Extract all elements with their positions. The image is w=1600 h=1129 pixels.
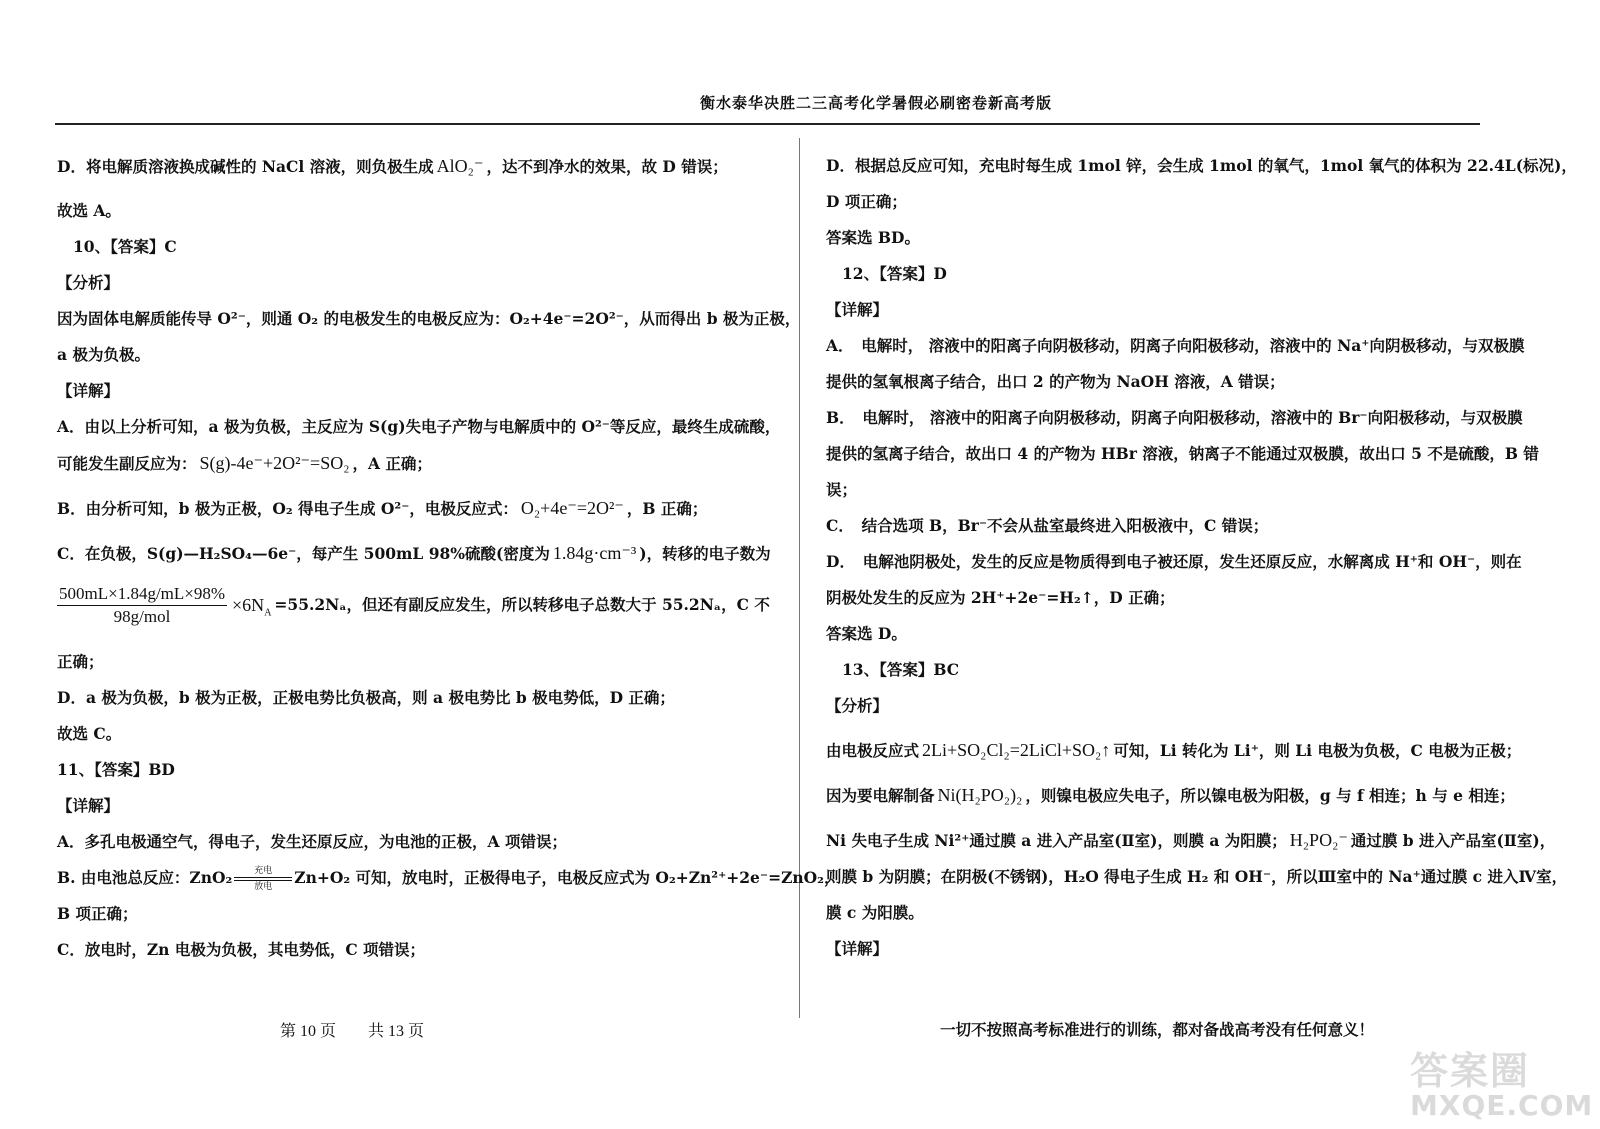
text-line: a 极为负极。 [57,345,150,364]
section-label-fenxi: 【分析】 [57,273,120,292]
text-line: 可能发生副反应为： S(g)-4e⁻+2O²⁻=SO₂ ，A 正确； [57,453,432,473]
text-line: 提供的氢离子结合，故出口 4 的产物为 HBr 溶液，钠离子不能通过双极膜，故出口 5 不是硫酸，B 错 [826,444,1539,463]
text-line: A．由以上分析可知，a 极为负极，主反应为 S(g)失电子产物与电解质中的 O²⁻等反应，最终生成硫酸， [57,417,781,436]
text-line: D． 电解池阴极处，发生的反应是物质得到电子被还原，发生还原反应，水解离成 H⁺和 OH⁻，则在 [826,552,1522,571]
text-line: D．a 极为负极，b 极为正极，正极电势比负极高，则 a 极电势比 b 极电势低，D 正确； [57,688,675,707]
section-label-xiangjie: 【详解】 [57,381,120,400]
q12-answer-heading: 12、【答案】D [842,264,947,283]
text-line: 答案选 BD。 [826,228,920,247]
document-header-title: 衡水泰华决胜二三高考化学暑假必刷密卷新高考版 [700,94,1053,112]
text-line: C．放电时，Zn 电极为负极，其电势低，C 项错误； [57,940,426,959]
q10-answer-heading: 10、【答案】C [73,237,177,256]
text-line: A． 电解时， 溶液中的阳离子向阴极移动，阴离子向阳极移动，溶液中的 Na⁺向阴极移动，与双极膜 [826,336,1525,355]
fraction [57,583,227,628]
text-line: C．在负极，S(g)—H₂SO₄—6e⁻，每产生 500mL 98%硫酸(密度为 1.84g·cm⁻³ )，转移的电子数为 [57,543,771,563]
text-line: 误； [826,480,858,499]
formula: $\times 6N_A$ [232,595,272,619]
watermark-logo-text: 答案圈 [1410,1049,1531,1093]
fraction-line: $\frac{500mL\times 1.84g/mL\times 98\%}{\text{98g/mol}}$ $\times 6N_A$ =55.2Nₐ，但还有副反应发生，所以转移电子总数大于 55.2Nₐ，C 不 [59,583,770,626]
q13-answer-heading: 13、【答案】BC [842,660,960,679]
page-number: 第 10 页 共 13 页 [280,1023,425,1040]
fraction-denominator: 98g/mol [113,606,171,626]
formula: 1.84g·cm⁻³ [552,543,637,563]
formula: Ni(H₂PO₂)₂ [937,785,1023,805]
left-column [57,148,840,968]
text-line: 提供的氢氧根离子结合，出口 2 的产物为 NaOH 溶液，A 错误； [826,372,1285,391]
watermark-logo [1410,1040,1594,1122]
fraction-numerator: 500mL×1.84g/mL×98% [57,583,227,606]
text-line: 则膜 b 为阴膜；在阴极(不锈钢)，H₂O 得电子生成 H₂ 和 OH⁻，所以Ⅲ室中的 Na⁺通过膜 c 进入Ⅳ室， [826,867,1568,886]
text-line: 正确； [57,652,104,671]
q11-answer-heading: 11、【答案】BD [57,760,175,779]
section-label-xiangjie: 【详解】 [826,300,889,319]
text-line: B． 电解时， 溶液中的阳离子向阴极移动，阴离子向阳极移动，溶液中的 Br⁻向阳极移动，与双极膜 [826,408,1523,427]
formula: 2Li+SO₂Cl₂=2LiCl+SO₂↑ [922,740,1111,760]
formula: H₂PO₂⁻ [1289,830,1348,850]
text-line: B 项正确； [57,904,138,923]
text-line: D．根据总反应可知，充电时每生成 1mol 锌，会生成 1mol 的氧气，1mol 氧气的体积为 22.4L(标况)， [826,156,1577,175]
section-label-xiangjie: 【详解】 [57,796,120,815]
formula: O₂+4e⁻=2O²⁻ [520,498,624,518]
text-line: 因为固体电解质能传导 O²⁻，则通 O₂ 的电极发生的电极反应为：O₂+4e⁻=2O²⁻，从而得出 b 极为正极， [57,309,801,328]
text-line: B．由分析可知，b 极为正极，O₂ 得电子生成 O²⁻，电极反应式： O₂+4e⁻=2O²⁻ ，B 正确； [57,498,708,518]
text-line: 由电极反应式 2Li+SO₂Cl₂=2LiCl+SO₂↑ 可知，Li 转化为 Li⁺，则 Li 电极为负极，C 电极为正极； [826,740,1522,760]
text-line: 阴极处发生的反应为 2H⁺+2e⁻=H₂↑，D 正确； [826,588,1175,607]
text-line: 故选 C。 [57,724,122,743]
text-line: Ni 失电子生成 Ni²⁺通过膜 a 进入产品室(Ⅱ室)，则膜 a 为阳膜； H₂PO₂⁻ 通过膜 b 进入产品室(Ⅱ室)， [826,830,1556,850]
text-line: C． 结合选项 B，Br⁻不会从盐室最终进入阳极液中，C 错误； [826,516,1269,535]
footer-slogan: 一切不按照高考标准进行的训练，都对备战高考没有任何意义！ [940,1020,1375,1039]
text-line: 答案选 D。 [826,624,907,643]
right-column [826,148,1577,967]
formula: S(g)-4e⁻+2O²⁻=SO₂ [199,453,350,473]
text-line: 膜 c 为阳膜。 [826,903,924,922]
text-line: D 项正确； [826,192,907,211]
header-rule [55,123,1480,125]
text-line: D．将电解质溶液换成碱性的 NaCl 溶液，则负极生成 AlO₂⁻ ，达不到净水的效果，故 D 错误； [57,156,728,176]
watermark-site: MXQE.COM [1410,1089,1594,1122]
reversible-arrow: 充电 放电 [234,866,292,892]
text-line: 因为要电解制备 Ni(H₂PO₂)₂ ，则镍电极应失电子，所以镍电极为阳极，g 与 f 相连；h 与 e 相连； [826,785,1515,805]
text-line: 故选 A。 [57,201,121,220]
section-label-xiangjie: 【详解】 [826,939,889,958]
section-label-fenxi: 【分析】 [826,696,889,715]
text-line: B. 由电池总反应：ZnO₂ 充电 放电 Zn+O₂ 可知，放电时，正极得电子，电极反应式为 O₂+Zn²⁺+2e⁻=ZnO₂， [57,866,840,892]
formula: AlO₂⁻ [436,156,484,176]
text-line: A．多孔电极通空气，得电子，发生还原反应，为电池的正极，A 项错误； [57,832,567,851]
